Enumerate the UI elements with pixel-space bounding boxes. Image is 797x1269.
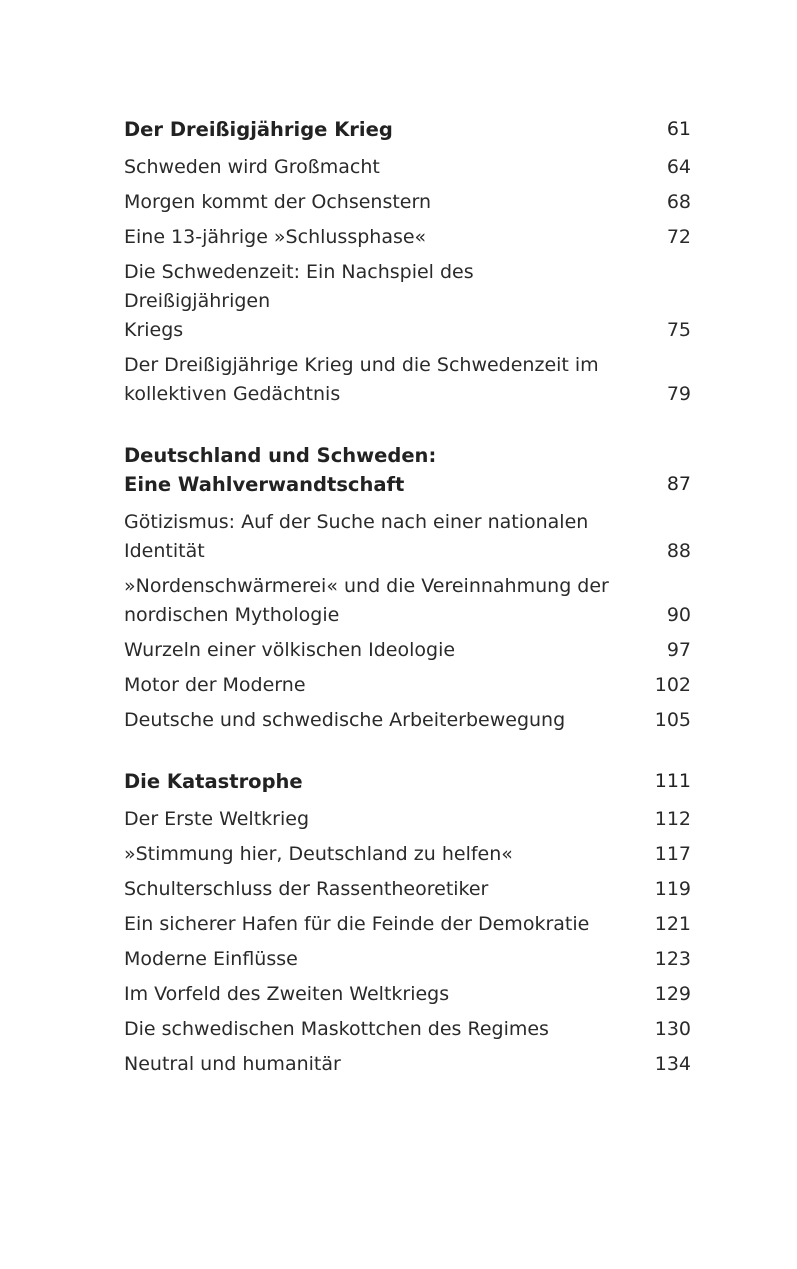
- entry-page-number: 79: [666, 383, 691, 405]
- toc-entry[interactable]: [124, 671, 691, 700]
- toc-entry[interactable]: [124, 980, 691, 1009]
- toc-entry[interactable]: [124, 706, 691, 735]
- entry-page-number: 105: [654, 709, 691, 731]
- entry-title: Die schwedischen Maskottchen des Regimes: [124, 1018, 549, 1040]
- toc-section: [124, 441, 691, 735]
- entry-page-number: 72: [666, 226, 691, 248]
- toc-entry[interactable]: [124, 188, 691, 217]
- chapter-heading[interactable]: [124, 115, 691, 144]
- entry-page-number: 97: [666, 639, 691, 661]
- toc-entry[interactable]: [124, 636, 691, 665]
- toc-entry[interactable]: [124, 945, 691, 974]
- toc-entry[interactable]: [124, 910, 691, 939]
- entry-page-number: 119: [654, 878, 691, 900]
- toc-entry[interactable]: [124, 508, 691, 566]
- chapter-page-number: 61: [666, 118, 691, 140]
- toc-section: [124, 767, 691, 1079]
- toc-entry[interactable]: [124, 805, 691, 834]
- toc-entry[interactable]: [124, 875, 691, 904]
- table-of-contents: [124, 115, 691, 1111]
- entry-page-number: 117: [654, 843, 691, 865]
- entry-page-number: 68: [666, 191, 691, 213]
- entry-title: »Nordenschwärmerei« und die Vereinnahmung der nordischen Mythologie: [124, 575, 609, 626]
- entry-title: Wurzeln einer völkischen Ideologie: [124, 639, 456, 661]
- toc-entry[interactable]: [124, 572, 691, 630]
- entry-title: Moderne Einflüsse: [124, 948, 298, 970]
- chapter-title: Die Katastrophe: [124, 770, 303, 793]
- entry-title: Die Schwedenzeit: Ein Nachspiel des Dreißigjährigen Kriegs: [124, 261, 474, 341]
- entry-title: Götizismus: Auf der Suche nach einer nationalen Identität: [124, 511, 589, 562]
- entry-page-number: 88: [666, 540, 691, 562]
- toc-entry[interactable]: [124, 223, 691, 252]
- toc-entry[interactable]: [124, 840, 691, 869]
- entry-title: Morgen kommt der Ochsenstern: [124, 191, 432, 213]
- entry-title: Motor der Moderne: [124, 674, 306, 696]
- entry-title: Der Dreißigjährige Krieg und die Schwedenzeit im kollektiven Gedächtnis: [124, 354, 599, 405]
- chapter-page-number: 87: [666, 473, 691, 495]
- entry-page-number: 130: [654, 1018, 691, 1040]
- entry-page-number: 112: [654, 808, 691, 830]
- chapter-title: Der Dreißigjährige Krieg: [124, 118, 393, 141]
- entry-title: Der Erste Weltkrieg: [124, 808, 309, 830]
- entry-title: Deutsche und schwedische Arbeiterbewegung: [124, 709, 566, 731]
- entry-page-number: 123: [654, 948, 691, 970]
- entry-page-number: 102: [654, 674, 691, 696]
- chapter-page-number: 111: [654, 770, 691, 792]
- entry-page-number: 134: [654, 1053, 691, 1075]
- entry-page-number: 129: [654, 983, 691, 1005]
- entry-title: Neutral und humanitär: [124, 1053, 341, 1075]
- entry-title: Schweden wird Großmacht: [124, 156, 380, 178]
- entry-page-number: 64: [666, 156, 691, 178]
- entry-title: Ein sicherer Hafen für die Feinde der Demokratie: [124, 913, 590, 935]
- entry-page-number: 75: [666, 319, 691, 341]
- entry-title: »Stimmung hier, Deutschland zu helfen«: [124, 843, 513, 865]
- chapter-heading[interactable]: [124, 767, 691, 796]
- chapter-heading[interactable]: [124, 441, 691, 499]
- toc-section: [124, 115, 691, 409]
- toc-entry[interactable]: [124, 1050, 691, 1079]
- toc-entry[interactable]: [124, 153, 691, 182]
- toc-entry[interactable]: [124, 1015, 691, 1044]
- entry-title: Schulterschluss der Rassentheoretiker: [124, 878, 489, 900]
- entry-title: Eine 13-jährige »Schlussphase«: [124, 226, 427, 248]
- entry-page-number: 121: [654, 913, 691, 935]
- chapter-title: Deutschland und Schweden: Eine Wahlverwandtschaft: [124, 444, 437, 496]
- toc-entry[interactable]: [124, 351, 691, 409]
- toc-entry[interactable]: [124, 258, 691, 345]
- entry-page-number: 90: [666, 604, 691, 626]
- entry-title: Im Vorfeld des Zweiten Weltkriegs: [124, 983, 450, 1005]
